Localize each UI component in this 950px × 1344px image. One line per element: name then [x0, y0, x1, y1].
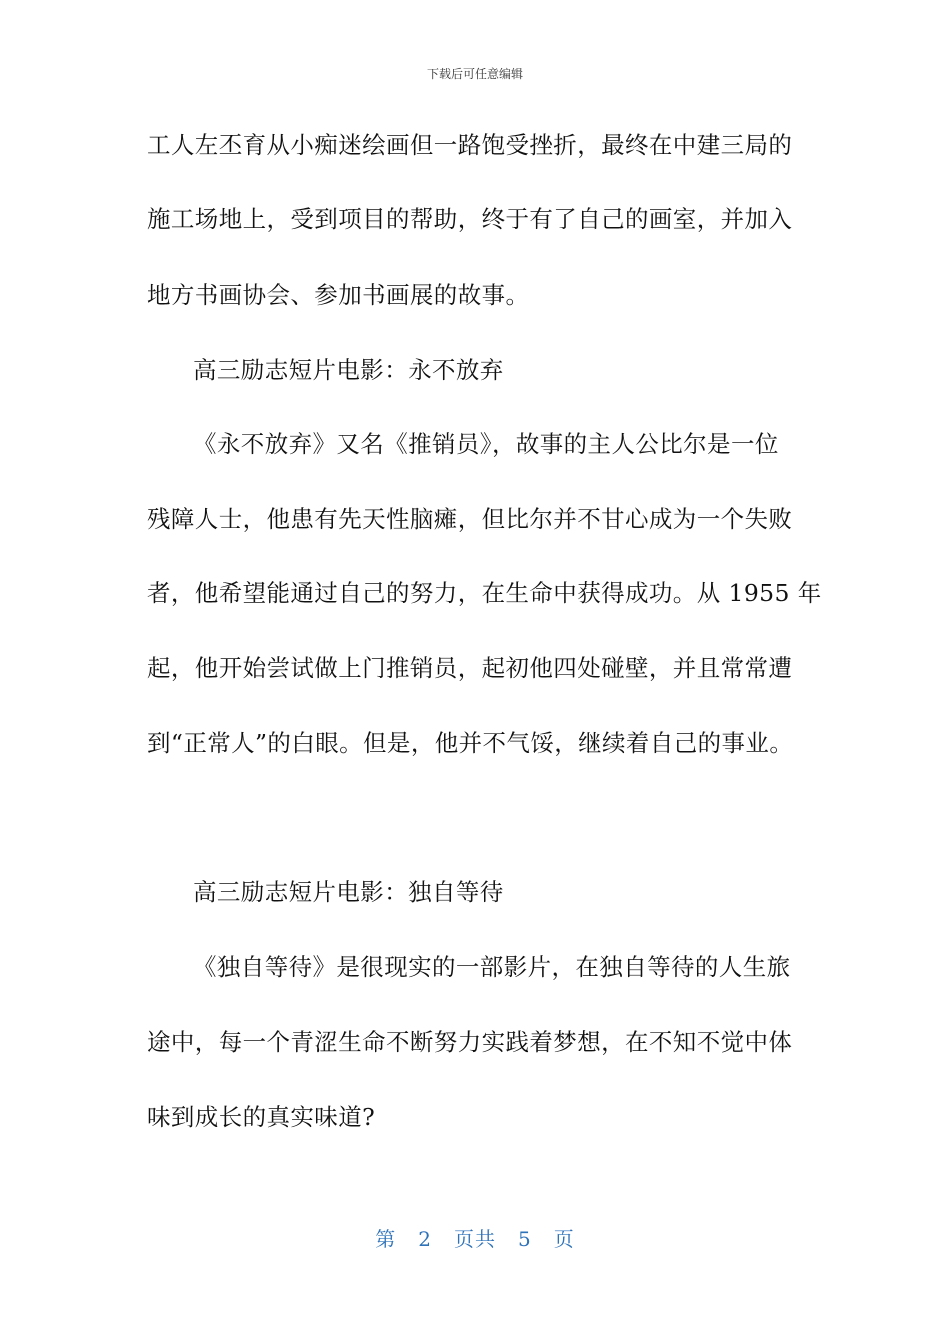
section-heading-waiting-alone: 高三励志短片电影：独自等待	[193, 878, 504, 906]
body-line-12: 途中，每一个青涩生命不断努力实践着梦想，在不知不觉中体	[147, 1028, 793, 1056]
body-line-5: 《永不放弃》又名《推销员》，故事的主人公比尔是一位	[193, 430, 779, 458]
body-line-13: 味到成长的真实味道?	[147, 1103, 376, 1131]
footer-suffix: 页	[553, 1227, 575, 1251]
page-footer	[0, 1226, 950, 1252]
footer-page-number: 2	[418, 1227, 432, 1251]
body-line-3: 地方书画协会、参加书画展的故事。	[147, 281, 530, 309]
page-header: 下载后可任意编辑	[426, 67, 523, 81]
section-heading-never-give-up: 高三励志短片电影：永不放弃	[193, 356, 504, 384]
body-line-8: 起，他开始尝试做上门推销员，起初他四处碰壁，并且常常遭	[147, 654, 793, 682]
body-line-6: 残障人士，他患有先天性脑瘫，但比尔并不甘心成为一个失败	[147, 505, 793, 533]
footer-middle: 页共	[454, 1227, 496, 1251]
footer-total-pages: 5	[518, 1227, 532, 1251]
body-line-9: 到“正常人”的白眼。但是，他并不气馁，继续着自己的事业。	[147, 729, 794, 757]
body-line-11: 《独自等待》是很现实的一部影片，在独自等待的人生旅	[193, 953, 791, 981]
body-line-1: 工人左丕育从小痴迷绘画但一路饱受挫折，最终在中建三局的	[147, 131, 793, 159]
body-line-2: 施工场地上，受到项目的帮助，终于有了自己的画室，并加入	[147, 205, 793, 233]
footer-prefix: 第	[375, 1227, 397, 1251]
body-line-7: 者，他希望能通过自己的努力，在生命中获得成功。从 1955 年	[147, 579, 822, 607]
